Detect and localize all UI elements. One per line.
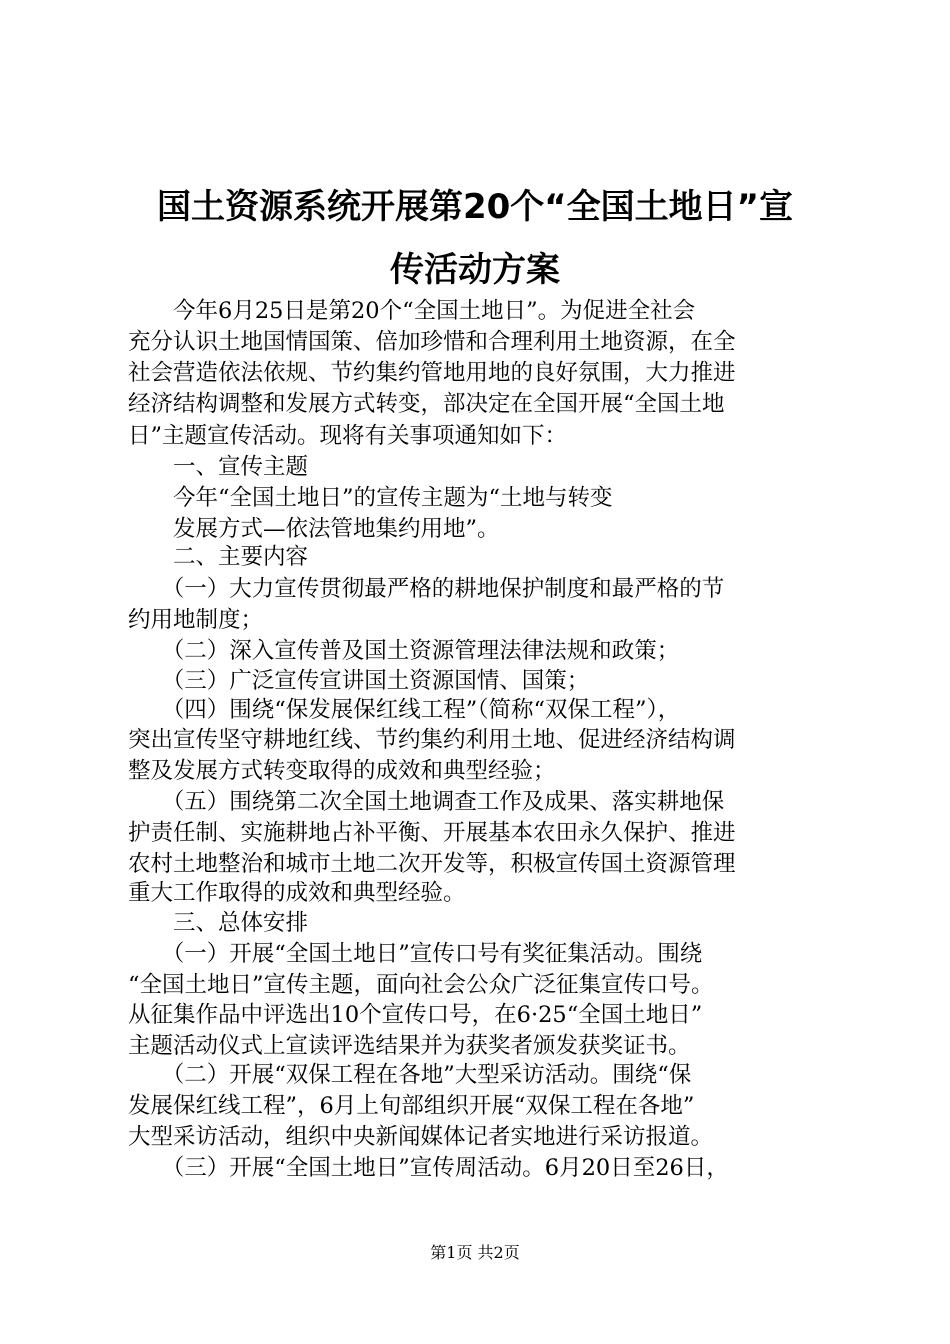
body-line: 发展保红线工程”，6月上旬部组织开展“双保工程在各地” bbox=[128, 1093, 695, 1119]
page-footer: 第1页 共2页 bbox=[430, 1243, 520, 1262]
section-heading: 二、主要内容 bbox=[128, 544, 309, 570]
body-line: 护责任制、实施耕地占补平衡、开展基本农田永久保护、推进 bbox=[128, 820, 736, 846]
body-line: （三）开展“全国土地日”宣传周活动。6月20日至26日， bbox=[128, 1155, 729, 1181]
body-line: （一）开展“全国土地日”宣传口号有奖征集活动。围绕 bbox=[128, 941, 703, 967]
body-line: 今年6月25日是第20个“全国土地日”。为促进全社会 bbox=[128, 298, 696, 324]
body-line: （一）大力宣传贯彻最严格的耕地保护制度和最严格的节 bbox=[128, 576, 725, 602]
body-line: （三）广泛宣传宣讲国土资源国情、国策； bbox=[128, 668, 590, 694]
body-line: 充分认识土地国情国策、倍加珍惜和合理利用土地资源，在全 bbox=[128, 329, 736, 355]
body-line: （二）开展“双保工程在各地”大型采访活动。围绕“保 bbox=[128, 1062, 692, 1088]
body-line: 社会营造依法依规、节约集约管地用地的良好氛围，大力推进 bbox=[128, 360, 736, 386]
body-line: 经济结构调整和发展方式转变，部决定在全国开展“全国土地 bbox=[128, 391, 725, 417]
body-line: 整及发展方式转变取得的成效和典型经验； bbox=[128, 758, 556, 784]
document-title-line-1: 国土资源系统开展第20个“全国土地日”宣 bbox=[156, 187, 793, 227]
body-line: 日”主题宣传活动。现将有关事项通知如下： bbox=[128, 423, 568, 449]
section-heading: 三、总体安排 bbox=[128, 910, 309, 936]
body-line: 发展方式—依法管地集约用地”。 bbox=[128, 516, 500, 542]
body-line: 主题活动仪式上宣读评选结果并为获奖者颁发获奖证书。 bbox=[128, 1033, 691, 1059]
body-line: 重大工作取得的成效和典型经验。 bbox=[128, 880, 466, 906]
body-line: 大型采访活动，组织中央新闻媒体记者实地进行采访报道。 bbox=[128, 1124, 714, 1150]
body-line: 农村土地整治和城市土地二次开发等，积极宣传国土资源管理 bbox=[128, 851, 736, 877]
body-line: （四）围绕“保发展保红线工程”（简称“双保工程”）， bbox=[128, 697, 681, 723]
body-line: 约用地制度； bbox=[128, 607, 264, 633]
body-line: （五）围绕第二次全国土地调查工作及成果、落实耕地保 bbox=[128, 789, 725, 815]
body-line: 突出宣传坚守耕地红线、节约集约利用土地、促进经济结构调 bbox=[128, 727, 736, 753]
body-line: 今年“全国土地日”的宣传主题为“土地与转变 bbox=[128, 485, 613, 511]
body-line: “全国土地日”宣传主题，面向社会公众广泛征集宣传口号。 bbox=[128, 972, 714, 998]
body-line: 从征集作品中评选出10个宣传口号，在6·25“全国土地日” bbox=[128, 1002, 703, 1028]
body-line: （二）深入宣传普及国土资源管理法律法规和政策； bbox=[128, 638, 680, 664]
document-title-line-2: 传活动方案 bbox=[390, 250, 560, 290]
section-heading: 一、宣传主题 bbox=[128, 454, 309, 480]
